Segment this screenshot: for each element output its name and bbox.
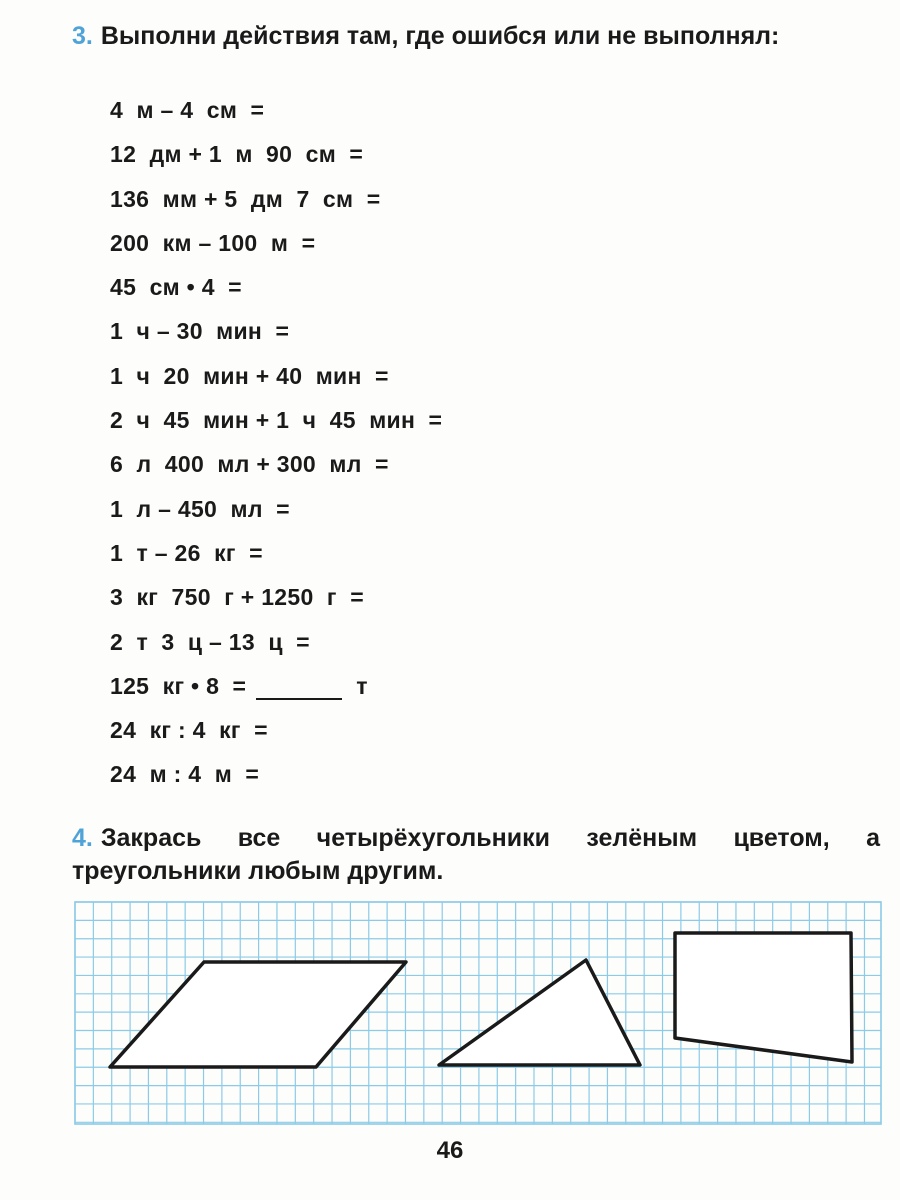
expression: 2 ч 45 мин + 1 ч 45 мин =	[110, 407, 443, 434]
expression: 6 л 400 мл + 300 мл =	[110, 451, 389, 478]
expression: 3 кг 750 г + 1250 г =	[110, 584, 364, 611]
parallelogram-shape[interactable]	[110, 962, 406, 1067]
expression: 4 м – 4 см =	[110, 97, 265, 123]
expression: 136 мм + 5 дм 7 см =	[110, 185, 381, 212]
trapezoid-shape[interactable]	[675, 933, 852, 1062]
task-4-number: 4.	[72, 824, 93, 852]
expression-unit: т	[356, 672, 368, 699]
grid-area	[74, 901, 882, 1130]
expression: 200 км – 100 м =	[110, 229, 316, 256]
expression-with-blank	[110, 666, 442, 710]
task-3-text: Выполни действия там, где ошибся или не выполнял:	[100, 22, 780, 50]
task-3-number: 3.	[72, 22, 93, 50]
expression: 45 см • 4 =	[110, 274, 242, 301]
expression-left: 125 кг • 8 =	[110, 672, 247, 699]
expression: 1 л – 450 мл =	[110, 495, 290, 522]
expression: 2 т 3 ц – 13 ц =	[110, 628, 310, 655]
task-3-heading	[72, 20, 880, 53]
page-number: 46	[436, 1137, 464, 1164]
grid-figure	[74, 901, 882, 1125]
expression: 1 ч – 30 мин =	[110, 318, 290, 345]
expression: 24 м : 4 м =	[110, 761, 260, 788]
expression-list	[110, 90, 442, 799]
answer-blank[interactable]	[256, 698, 342, 700]
expression: 1 т – 26 кг =	[110, 539, 263, 566]
expression: 24 кг : 4 кг =	[110, 717, 268, 744]
task-4-text: Закрась все четырёхугольники зелёным цветом, а треугольники любым другим.	[72, 824, 880, 885]
expression: 12 дм + 1 м 90 см =	[110, 141, 364, 168]
task-4-heading	[72, 822, 880, 888]
expression: 1 ч 20 мин + 40 мин =	[110, 362, 389, 389]
